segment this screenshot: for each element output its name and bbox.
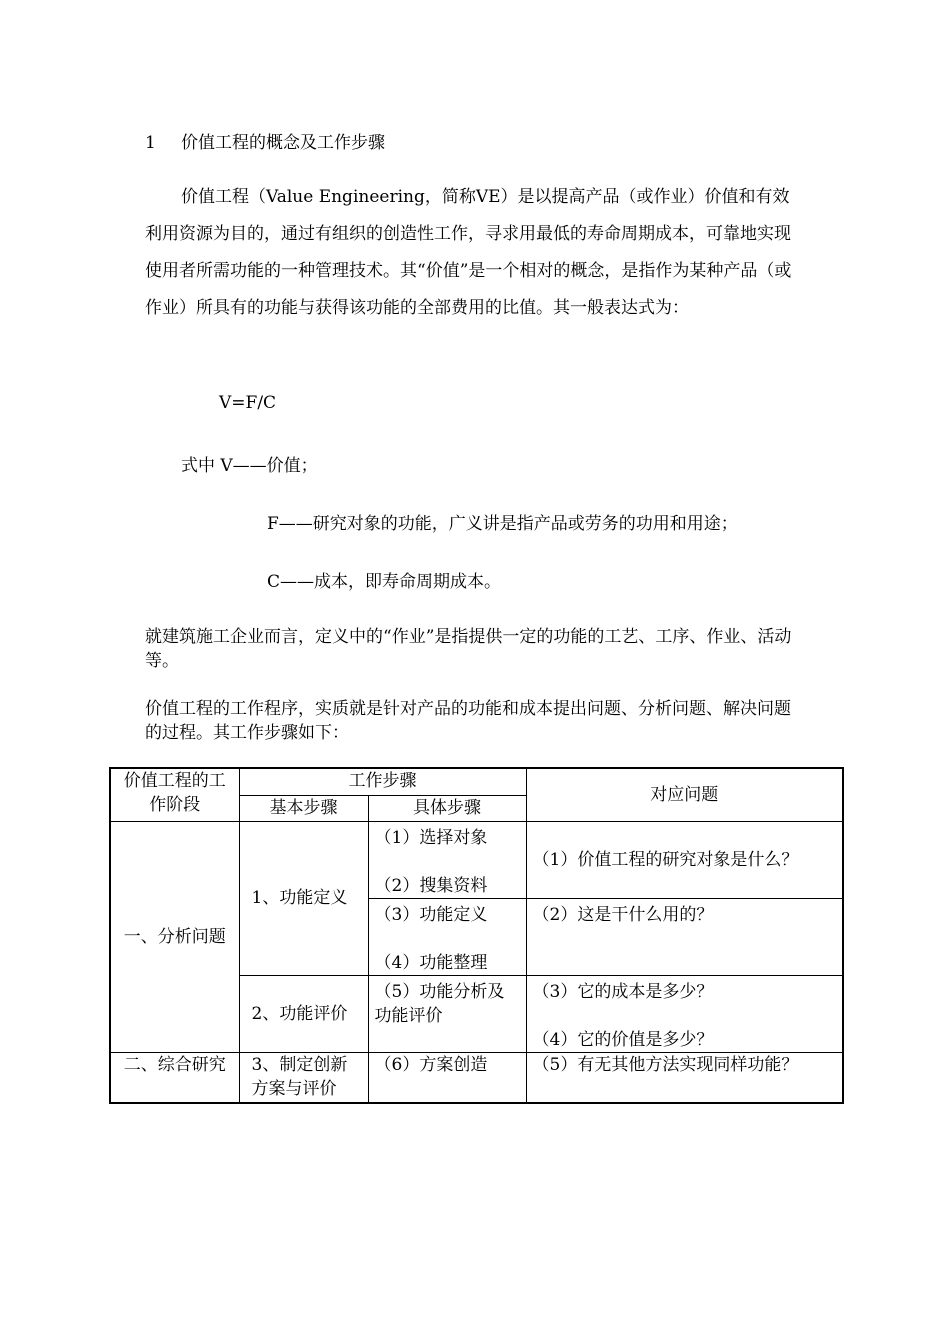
paragraph-construction: 就建筑施工企业而言，定义中的“作业”是指提供一定的功能的工艺、工序、作业、活动等。 (145, 627, 792, 671)
detail-step-2: （2）搜集资料 (374, 875, 488, 896)
formula-f-line: F——研究对象的功能，广义讲是指产品或劳务的功用和用途； (267, 514, 738, 534)
formula-where-line: 式中 V——价值； (181, 456, 318, 476)
paragraph-procedure: 价值工程的工作程序，实质就是针对产品的功能和成本提出问题、分析问题、解决问题的过程。其工作步骤如下： (145, 699, 791, 743)
detail-cell-1 (368, 821, 526, 898)
header-stage: 价值工程的工作阶段 (110, 768, 239, 821)
section-heading (145, 128, 385, 153)
stage-analyze: 一、分析问题 (110, 821, 239, 1052)
basic-step-innovation: 3、制定创新方案与评价 (239, 1052, 368, 1103)
detail-step-6: （6）方案创造 (368, 1052, 526, 1103)
stage-synthesize: 二、综合研究 (110, 1052, 239, 1103)
header-question: 对应问题 (526, 768, 843, 821)
question-2: （2）这是干什么用的？ (526, 898, 843, 975)
formula: V=F/C (219, 393, 277, 413)
detail-step-4: （4）功能整理 (374, 952, 488, 973)
header-basic-steps: 基本步骤 (239, 795, 368, 821)
basic-step-function-definition: 1、功能定义 (239, 821, 368, 975)
detail-step-3: （3）功能定义 (374, 904, 488, 925)
work-steps-table (109, 767, 844, 1104)
intro-paragraph: 价值工程（Value Engineering，简称VE）是以提高产品（或作业）价值和有效利用资源为目的，通过有组织的创造性工作，寻求用最低的寿命周期成本，可靠地实现使用者所需功能的一种管理技术。其“价值”是一个相对的概念，是指作为某种产品（或作业）所具有的功能与获得该功能的全部费用的比值。其一般表达式为： (145, 187, 792, 318)
section-number: 1 (145, 133, 156, 153)
header-detail-steps: 具体步骤 (368, 795, 526, 821)
basic-step-function-evaluation: 2、功能评价 (239, 975, 368, 1052)
detail-step-1: （1）选择对象 (374, 827, 488, 848)
question-5: （5）有无其他方法实现同样功能？ (526, 1052, 843, 1103)
question-3: （3）它的成本是多少？ (532, 981, 714, 1002)
header-steps: 工作步骤 (239, 768, 526, 795)
question-4: （4）它的价值是多少？ (532, 1029, 714, 1050)
detail-cell-2 (368, 898, 526, 975)
formula-c-line: C——成本，即寿命周期成本。 (267, 572, 502, 592)
section-title: 价值工程的概念及工作步骤 (181, 133, 385, 153)
detail-step-5: （5）功能分析及功能评价 (368, 975, 526, 1052)
question-1: （1）价值工程的研究对象是什么？ (526, 821, 843, 898)
question-cell-3-4 (526, 975, 843, 1052)
